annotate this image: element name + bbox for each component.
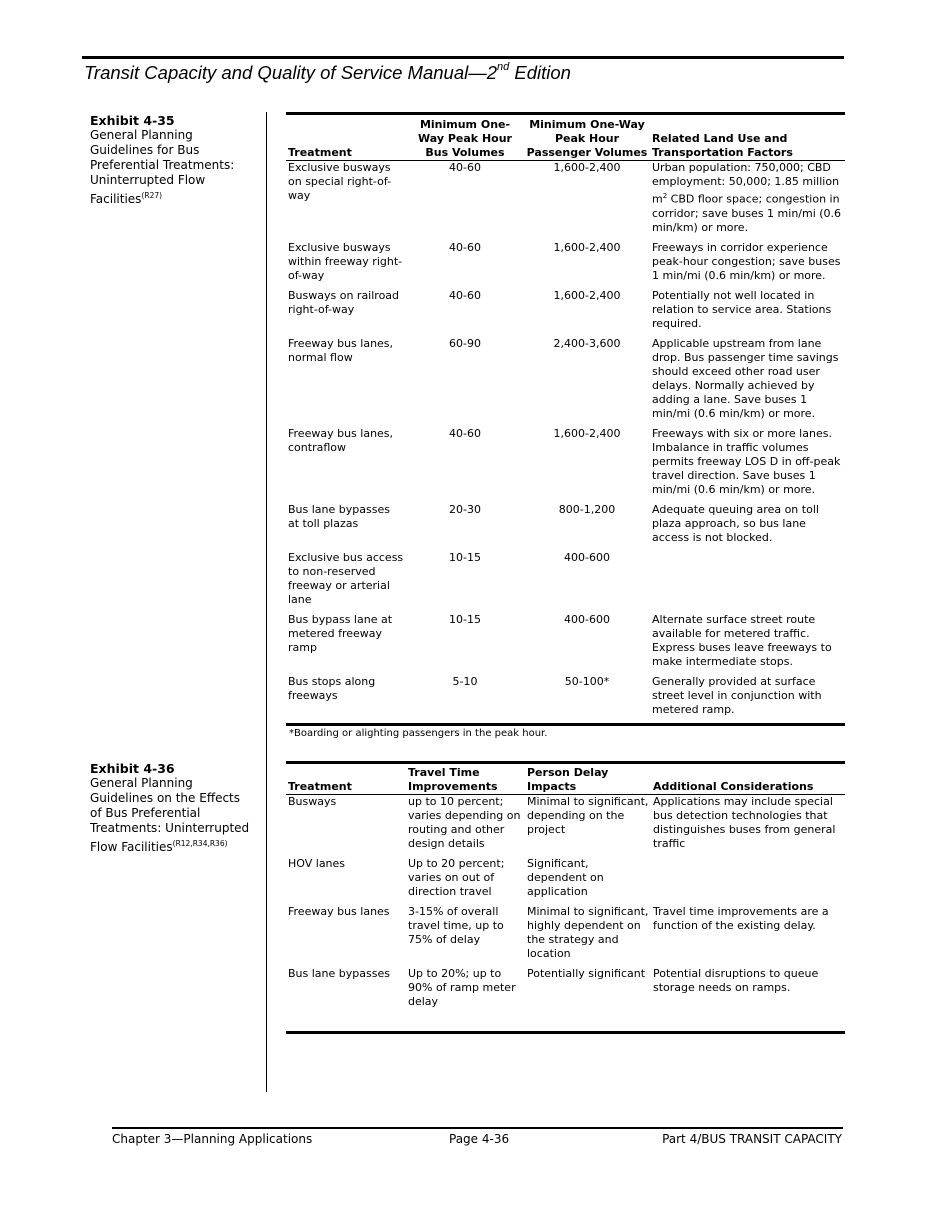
travel-time-cell: up to 10 percent; varies depending on routing and other design details (408, 795, 521, 850)
person-delay-cell: Potentially significant (527, 967, 646, 980)
treatment-cell: Busways on railroad right-of-way (288, 288, 400, 316)
treatment-cell: Freeway bus lanes (288, 905, 390, 918)
column-header: Related Land Use and Transportation Factors (650, 114, 845, 161)
footer-part: Part 4/BUS TRANSIT CAPACITY (662, 1132, 842, 1146)
person-delay-cell: Minimal to significant, depending on the project (527, 795, 649, 836)
footer-chapter: Chapter 3—Planning Applications (112, 1132, 313, 1146)
treatment-cell: Freeway bus lanes, normal flow (288, 336, 394, 364)
travel-time-cell: Up to 20 percent; varies on out of direction travel (408, 857, 505, 898)
table-row (286, 905, 845, 967)
factors-cell: Urban population: 750,000; CBD employment: 50,000; 1.85 million $m^2$ CBD floor space; congestion in corridor; save buses 1 min/mi (0.6 min/km) or more. (652, 161, 842, 234)
bus-volume-cell: 5-10 (452, 674, 478, 688)
factors-cell: Freeways in corridor experience peak-hour congestion; save buses 1 min/mi (0.6 min/km) or more. (652, 240, 841, 282)
footer-rule (112, 1127, 843, 1129)
factors-cell: Generally provided at surface street level in conjunction with metered ramp. (652, 674, 822, 716)
exhibit-35-caption (90, 113, 255, 207)
bus-volume-cell: 40-60 (449, 288, 481, 302)
passenger-volume-cell: 800-1,200 (558, 502, 616, 516)
column-header: Minimum One-Way Peak Hour Bus Volumes (406, 114, 524, 161)
treatment-cell: HOV lanes (288, 857, 346, 870)
passenger-volume-cell: 50-100* (564, 674, 610, 688)
person-delay-cell: Minimal to significant, highly dependent on the strategy and location (527, 905, 649, 960)
table-header-row (286, 114, 845, 161)
bus-volume-cell: 20-30 (449, 502, 481, 516)
treatment-cell: Bus lane bypasses at toll plazas (288, 502, 390, 530)
table-row (286, 241, 845, 289)
considerations-cell: Applications may include special bus detection technologies that distinguishes buses from general traffic (653, 795, 836, 850)
passenger-volume-cell: 400-600 (564, 612, 610, 626)
table-row (286, 613, 845, 675)
considerations-cell: Travel time improvements are a function of the existing delay. (653, 905, 829, 932)
passenger-volume-cell: 1,600-2,400 (553, 426, 621, 440)
travel-time-cell: Up to 20%; up to 90% of ramp meter delay (408, 967, 516, 1008)
column-header: Minimum One-Way Peak Hour Passenger Volumes (524, 114, 650, 161)
exhibit-36-caption (90, 761, 255, 855)
treatment-cell: Exclusive busways on special right-of-way (288, 161, 392, 202)
factors-cell (650, 551, 845, 613)
person-delay-cell: Significant, dependent on application (527, 857, 604, 898)
passenger-volume-cell: 2,400-3,600 (553, 336, 621, 350)
exhibit-35-table (286, 112, 845, 726)
page-header-title: Transit Capacity and Quality of Service Manual—2nd Edition (84, 60, 571, 83)
exhibit-36-table (286, 761, 845, 1034)
table-row (286, 795, 845, 858)
factors-cell: Potentially not well located in relation to service area. Stations required. (652, 288, 832, 330)
treatment-cell: Busways (288, 795, 337, 808)
column-header: Person Delay Impacts (525, 763, 651, 795)
treatment-cell: Bus lane bypasses (288, 967, 390, 980)
passenger-volume-cell: 400-600 (564, 550, 610, 564)
column-header: Additional Considerations (651, 763, 845, 795)
exhibit-35-number: Exhibit 4-35 (90, 113, 175, 128)
factors-cell: Applicable upstream from lane drop. Bus passenger time savings should exceed other road user delays. Normally achieved by adding a lane. Save buses 1 min/mi (0.6 min/km) or more. (652, 336, 839, 420)
table-row (286, 675, 845, 725)
travel-time-cell: 3-15% of overall travel time, up to 75% of delay (408, 905, 504, 946)
treatment-cell: Exclusive busways within freeway right-of-way (288, 240, 403, 282)
exhibit-36-caption-text: General Planning Guidelines on the Effects of Bus Preferential Treatments: Uninterrupted Flow Facilities (90, 776, 250, 854)
footer-page-number: Page 4-36 (449, 1132, 510, 1146)
considerations-cell: Potential disruptions to queue storage needs on ramps. (653, 967, 819, 994)
table-row (286, 427, 845, 503)
passenger-volume-cell: 1,600-2,400 (553, 288, 621, 302)
table-row (286, 857, 845, 905)
table-footnote: *Boarding or alighting passengers in the peak hour. (289, 728, 548, 739)
table-row (286, 551, 845, 613)
header-rule (82, 56, 844, 59)
bus-volume-cell: 10-15 (449, 550, 481, 564)
treatment-cell: Freeway bus lanes, contraflow (288, 426, 394, 454)
table-row (286, 337, 845, 427)
treatment-cell: Bus bypass lane at metered freeway ramp (288, 612, 393, 654)
bus-volume-cell: 60-90 (449, 336, 481, 350)
considerations-cell (651, 857, 845, 905)
table-header-row (286, 763, 845, 795)
passenger-volume-cell: 1,600-2,400 (553, 161, 621, 174)
factors-cell: Alternate surface street route available for metered traffic. Express buses leave freeways to make intermediate stops. (652, 612, 832, 668)
exhibit-36-ref: (R12,R34,R36) (172, 839, 228, 848)
bus-volume-cell: 40-60 (449, 240, 481, 254)
factors-cell: Adequate queuing area on toll plaza approach, so bus lane access is not blocked. (652, 502, 819, 544)
treatment-cell: Bus stops along freeways (288, 674, 376, 702)
bus-volume-cell: 40-60 (449, 161, 481, 174)
bus-volume-cell: 40-60 (449, 426, 481, 440)
column-header: Treatment (286, 114, 406, 161)
column-header: Treatment (286, 763, 406, 795)
exhibit-35-caption-text: General Planning Guidelines for Bus Preferential Treatments: Uninterrupted Flow Facilities (90, 128, 235, 206)
table-row (286, 503, 845, 551)
factors-cell: Freeways with six or more lanes. Imbalance in traffic volumes permits freeway LOS D in off-peak travel direction. Save buses 1 min/mi (0.6 min/km) or more. (652, 426, 841, 496)
exhibit-35-ref: (R27) (141, 191, 163, 200)
exhibit-36-number: Exhibit 4-36 (90, 761, 175, 776)
margin-divider (266, 112, 267, 1092)
treatment-cell: Exclusive bus access to non-reserved freeway or arterial lane (288, 550, 404, 606)
table-row (286, 967, 845, 1033)
column-header: Travel Time Improvements (406, 763, 525, 795)
table-row (286, 289, 845, 337)
passenger-volume-cell: 1,600-2,400 (553, 240, 621, 254)
table-row (286, 161, 845, 241)
bus-volume-cell: 10-15 (449, 612, 481, 626)
